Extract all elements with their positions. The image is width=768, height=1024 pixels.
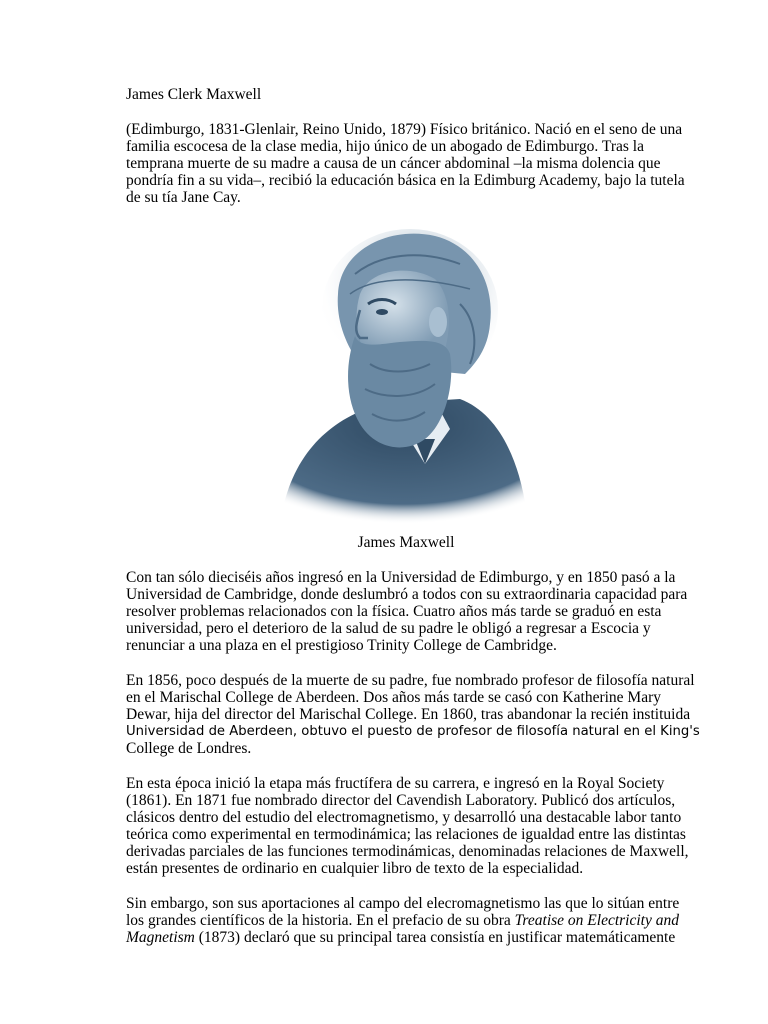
text-line: teórica como experimental en termodinámica; las relaciones de igualdad entre las distintas xyxy=(126,826,686,843)
book-title-italic: Treatise on Electricity and xyxy=(514,912,679,929)
portrait-caption: James Maxwell xyxy=(357,534,455,551)
text-line: familia escocesa de la clase media, hijo único de un abogado de Edimburgo. Tras la xyxy=(126,138,644,155)
text-line: (1861). En 1871 fue nombrado director del Cavendish Laboratory. Publicó dos artículos, xyxy=(126,792,676,809)
text-line: temprana muerte de su madre a causa de un cáncer abdominal –la misma dolencia que xyxy=(126,155,661,172)
document-page xyxy=(126,86,700,964)
text-line: En 1856, poco después de la muerte de su padre, fue nombrado profesor de filosofía natural xyxy=(126,672,695,689)
paragraph-electromagnetism xyxy=(126,895,680,946)
text-line: renunciar a una plaza en el prestigioso Trinity College de Cambridge. xyxy=(126,637,557,654)
text-line: pondría fin a su vida–, recibió la educación básica en la Edimburg Academy, bajo la tutela xyxy=(126,172,685,189)
text-line: en el Marischal College de Aberdeen. Dos años más tarde se casó con Katherine Mary xyxy=(126,689,661,706)
text-line xyxy=(126,912,679,929)
text-run: los grandes científicos de la historia. En el prefacio de su obra xyxy=(126,912,515,929)
engraved-portrait-image xyxy=(260,224,532,530)
text-line xyxy=(126,929,676,946)
text-line: Universidad de Aberdeen, obtuvo el puesto de profesor de filosofía natural en el King's xyxy=(126,724,700,739)
intro-paragraph xyxy=(126,121,685,206)
text-line: En esta época inició la etapa más fructífera de su carrera, e ingresó en la Royal Society xyxy=(126,775,665,792)
text-line: (Edimburgo, 1831-Glenlair, Reino Unido, 1879) Físico británico. Nació en el seno de una xyxy=(126,121,683,138)
book-title-italic: Magnetism xyxy=(126,929,195,946)
text-line: Con tan sólo dieciséis años ingresó en la Universidad de Edimburgo, y en 1850 pasó a la xyxy=(126,569,676,586)
text-line: universidad, pero el deterioro de la salud de su padre le obligó a regresar a Escocia y xyxy=(126,620,651,637)
text-line: están presentes de ordinario en cualquier libro de texto de la especialidad. xyxy=(126,860,584,877)
text-line: clásicos dentro del estudio del electromagnetismo, y desarrolló una destacable labor tanto xyxy=(126,809,682,826)
text-line: Sin embargo, son sus aportaciones al campo del elecromagnetismo las que lo sitúan entre xyxy=(126,895,680,912)
text-line: College de Londres. xyxy=(126,740,252,757)
text-line: Universidad de Cambridge, donde deslumbró a todos con su extraordinaria capacidad para xyxy=(126,586,688,603)
text-line: de su tía Jane Cay. xyxy=(126,189,241,206)
paragraph-career xyxy=(126,672,700,757)
document-title: James Clerk Maxwell xyxy=(126,86,262,103)
paragraph-education xyxy=(126,569,688,654)
text-line: Dewar, hija del director del Marischal College. En 1860, tras abandonar la recién instituida xyxy=(126,706,691,723)
paragraph-royal-society xyxy=(126,775,689,877)
portrait-figure xyxy=(126,224,666,530)
text-line: resolver problemas relacionados con la física. Cuatro años más tarde se graduó en esta xyxy=(126,603,662,620)
text-line: derivadas parciales de las funciones termodinámicas, denominadas relaciones de Maxwell, xyxy=(126,843,689,860)
text-run: (1873) declaró que su principal tarea consistía en justificar matemáticamente xyxy=(194,929,676,946)
